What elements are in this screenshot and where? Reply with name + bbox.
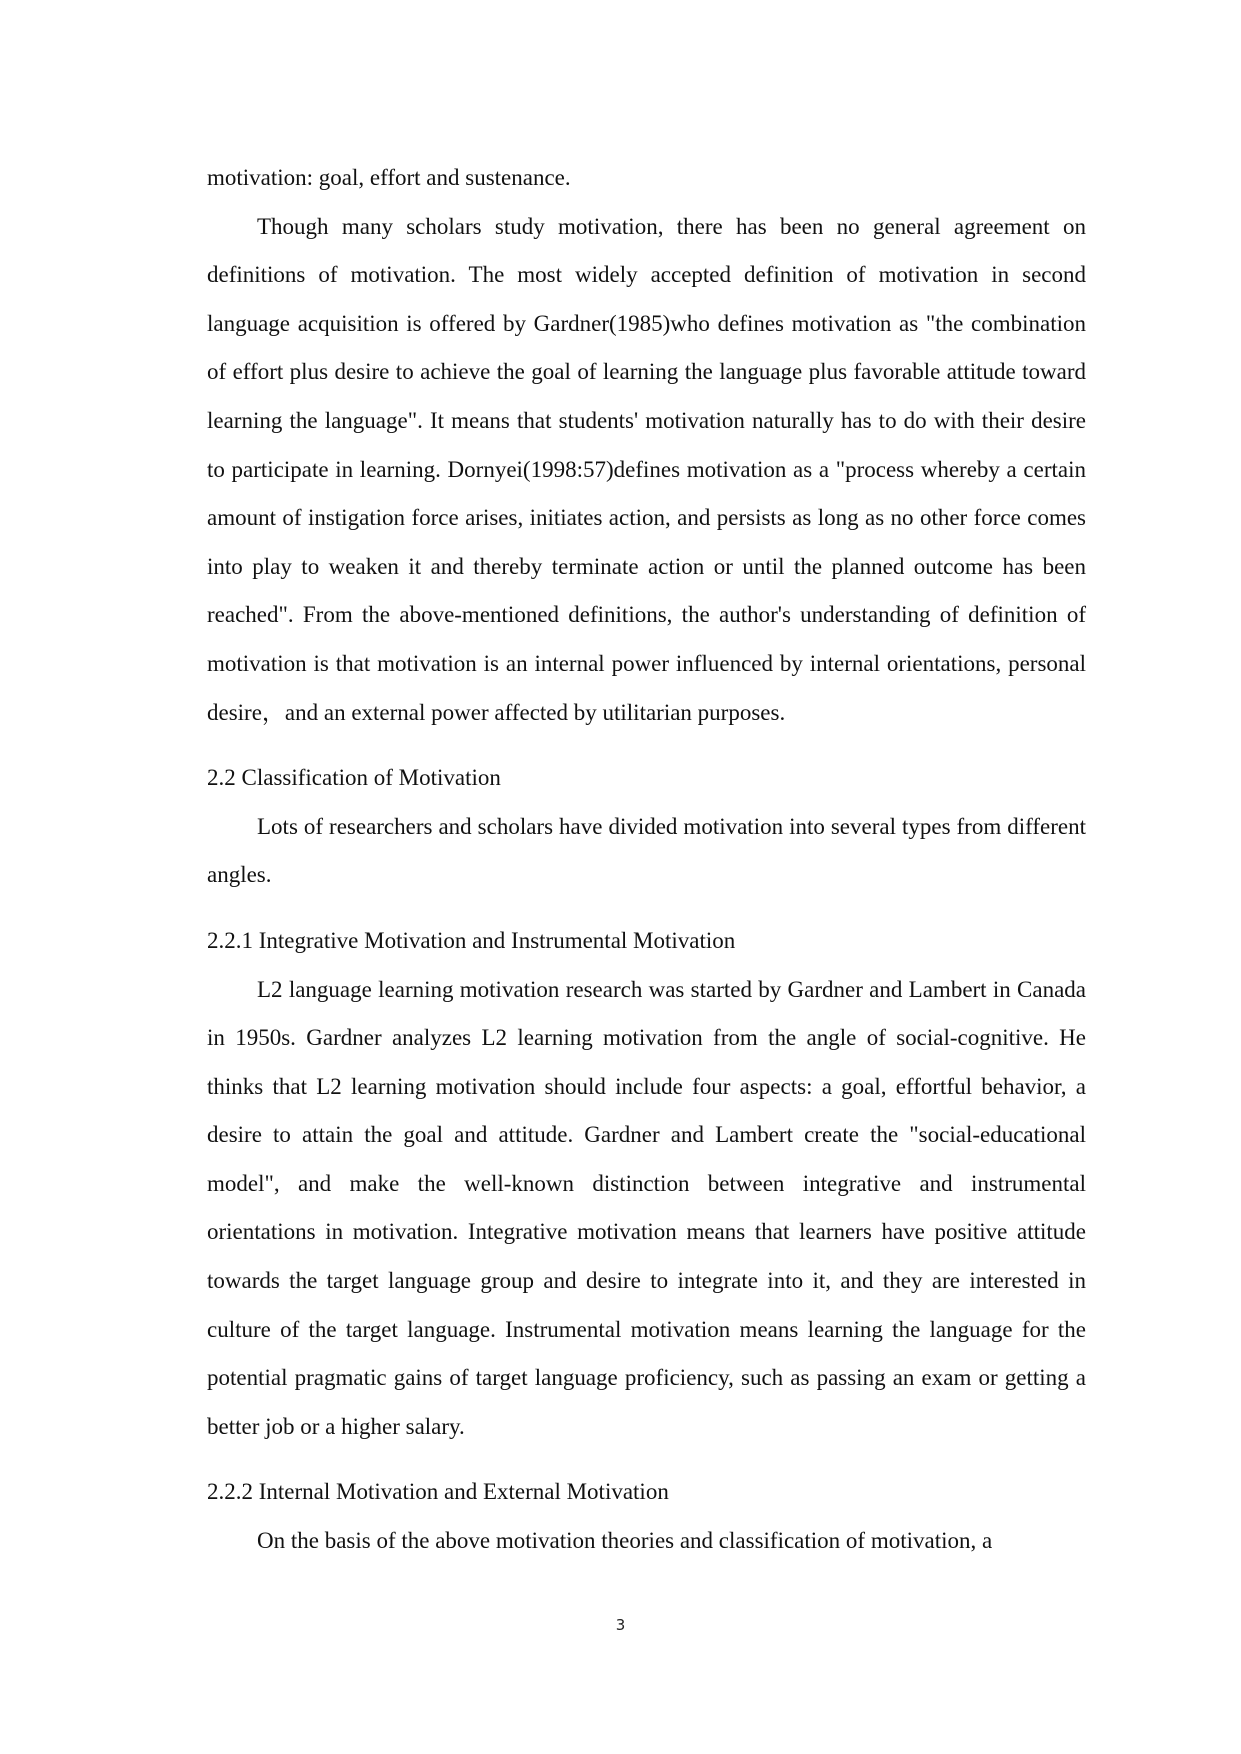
section-2-2-1-paragraph: L2 language learning motivation research was started by Gardner and Lambert in Canada in 1950s. Gardner analyzes L2 learning motivation from the angle of social-cognitive. He thinks that L2 learning motivation should include four aspects: a goal, effortful behavior, a desire to attain the goal and attitude. Gardner and Lambert create the "social-educational model", and make the well-known distinction between integrative and instrumental orientations in motivation. Integrative motivation means that learners have positive attitude towards the target language group and desire to integrate into it, and they are interested in culture of the target language. Instrumental motivation means learning the language for the potential pragmatic gains of target language proficiency, such as passing an exam or getting a better job or a higher salary.: [207, 976, 1086, 1439]
section-2-2-paragraph: Lots of researchers and scholars have divided motivation into several types from different angles.: [207, 813, 1086, 888]
section-heading-2-2-2: 2.2.2 Internal Motivation and External Motivation: [207, 1479, 669, 1505]
continued-paragraph: motivation: goal, effort and sustenance.: [207, 165, 571, 190]
section-heading-2-2-1: 2.2.1 Integrative Motivation and Instrumental Motivation: [207, 927, 736, 953]
definition-paragraph: Though many scholars study motivation, there has been no general agreement on definitions of motivation. The most widely accepted definition of motivation in second language acquisition is offered by Gardner(1985)who defines motivation as "the combination of effort plus desire to achieve the goal of learning the language plus favorable attitude toward learning the language". It means that students' motivation naturally has to do with their desire to participate in learning. Dornyei(1998:57)defines motivation as a "process whereby a certain amount of instigation force arises, initiates action, and persists as long as no other force comes into play to weaken it and thereby terminate action or until the planned outcome has been reached". From the above-mentioned definitions, the author's understanding of definition of motivation is that motivation is an internal power influenced by internal orientations, personal desire，and an external power affected by utilitarian purposes.: [207, 213, 1086, 725]
section-heading-2-2: 2.2 Classification of Motivation: [207, 765, 501, 791]
document-body: [207, 154, 1086, 1566]
section-2-2-2-paragraph: On the basis of the above motivation theories and classification of motivation, a: [257, 1528, 993, 1554]
page-number: 3: [615, 1616, 626, 1634]
